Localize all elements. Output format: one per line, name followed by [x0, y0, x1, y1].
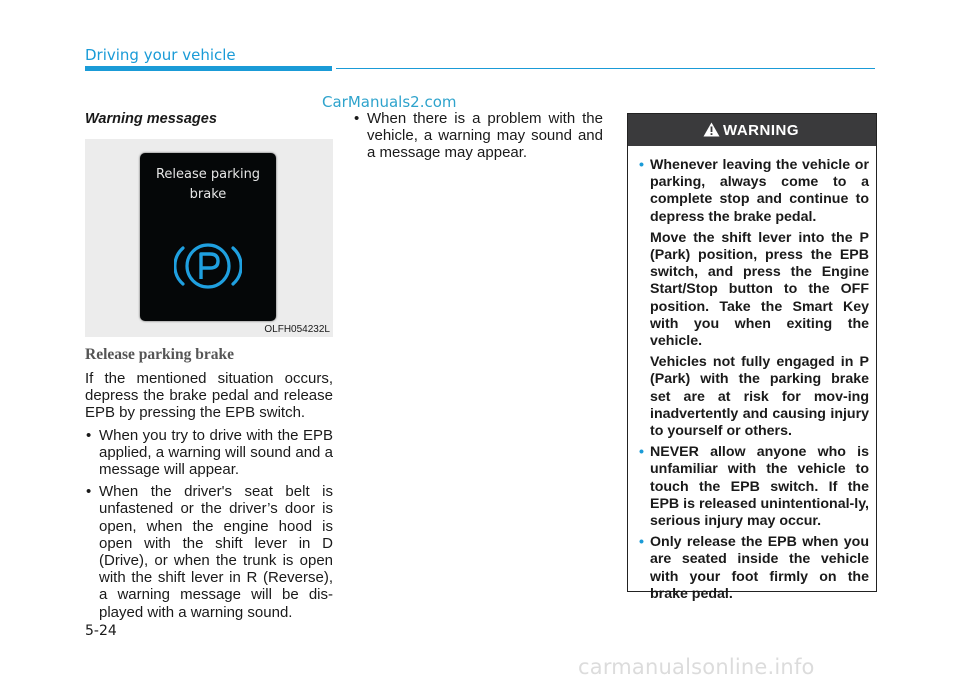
cluster-display — [140, 153, 276, 321]
warning-title: WARNING — [723, 122, 799, 139]
cluster-message — [140, 165, 276, 205]
left-column-body — [85, 370, 333, 621]
bullet-icon: • — [639, 444, 644, 461]
figure-code: OLFH054232L — [264, 324, 330, 335]
middle-column-body — [353, 110, 603, 162]
section-title: Driving your vehicle — [85, 46, 236, 64]
header-rule-thick — [85, 66, 332, 71]
list-item: • When there is a problem with the vehicle, a warning may sound and a message may appear. — [353, 110, 603, 162]
bullet-icon: • — [639, 157, 644, 173]
warning-header — [628, 114, 876, 146]
parking-brake-icon — [174, 238, 242, 294]
intro-paragraph: If the mentioned situation occurs, depress the brake pedal and release EPB by pressing the EPB switch. — [85, 370, 333, 422]
cluster-figure — [85, 139, 333, 337]
warning-paragraph: Vehicles not fully engaged in P (Park) with the parking brake set are at risk for mov-ing inadvertently and causing injury to yourself or others. — [650, 354, 869, 440]
warning-item — [639, 534, 869, 603]
left-bullet-list — [85, 427, 333, 621]
warning-paragraph: Whenever leaving the vehicle or parking, always come to a complete stop and continue to depress the brake pedal. — [650, 157, 869, 225]
watermark-text: CarManuals2.com — [322, 93, 457, 111]
warning-box — [627, 113, 877, 602]
header-rule-thin — [336, 68, 875, 69]
heading-release-parking-brake: Release parking brake — [85, 346, 234, 363]
warning-paragraph: NEVER allow anyone who is unfamiliar with the vehicle to touch the EPB switch. If the EPB is released unintentional-ly, serious injury may occur. — [650, 444, 869, 530]
bullet-icon: • — [639, 534, 644, 551]
cluster-message-line1: Release parking — [155, 167, 261, 182]
warning-paragraph: Move the shift lever into the P (Park) position, press the EPB switch, and press the Engine Start/Stop button to the OFF position. Take the Smart Key with you when exiting the vehicle. — [650, 229, 869, 350]
list-item: • When you try to drive with the EPB applied, a warning will sound and a message will appear. — [85, 427, 333, 479]
subheading-warning-messages: Warning messages — [85, 111, 217, 127]
list-item: • When the driver's seat belt is unfastened or the driver’s door is open, when the engine hood is open with the shift lever in D (Drive), or when the trunk is open with the shift lever in R (Reverse), a warning message will be dis-played with a warning sound. — [85, 483, 333, 621]
warning-paragraph: Only release the EPB when you are seated inside the vehicle with your foot firmly on the brake pedal. — [650, 534, 869, 602]
page-number: 5-24 — [85, 623, 117, 639]
cluster-message-line2: brake — [189, 187, 227, 202]
warning-item — [639, 444, 869, 530]
warning-item — [639, 157, 869, 440]
middle-bullet-list — [353, 110, 603, 162]
warning-body — [639, 157, 869, 603]
footer-watermark: carmanualsonline.info — [578, 655, 815, 679]
